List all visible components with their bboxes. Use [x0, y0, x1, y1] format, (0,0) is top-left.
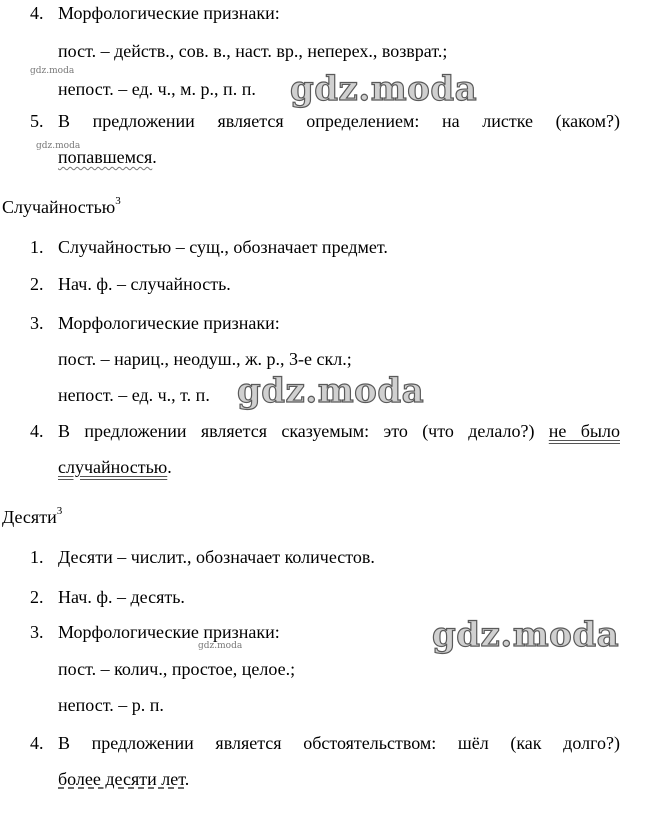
- item-3: [30, 621, 280, 643]
- period: .: [167, 457, 172, 477]
- watermark-logo: gdz.moda: [432, 615, 620, 655]
- item-4-syntax: [30, 732, 620, 754]
- item-2: [30, 273, 231, 295]
- word-heading-desyati: [2, 502, 62, 528]
- item-text: Морфологические признаки:: [58, 3, 280, 23]
- item-4-syntax: [30, 420, 620, 442]
- period: .: [184, 769, 190, 789]
- item-5-syntax: [30, 110, 620, 132]
- item-number: 1.: [30, 547, 44, 567]
- item-text: В предложении является сказуемым: это (что делало?): [58, 421, 535, 441]
- nonconstant-features: непост. – ед. ч., т. п.: [58, 385, 210, 405]
- nonconstant-features: непост. – р. п.: [58, 695, 164, 715]
- item-text: В предложении является обстоятельством: шёл (как долго?): [58, 733, 620, 753]
- item-text: Нач. ф. – десять.: [58, 587, 185, 607]
- item-3: [30, 312, 280, 334]
- item-text: Морфологические признаки:: [58, 313, 280, 333]
- watermark-logo: gdz.moda: [237, 371, 425, 411]
- watermark-small: gdz.moda: [36, 141, 81, 151]
- period: .: [152, 147, 157, 167]
- heading-superscript: 3: [56, 505, 63, 517]
- heading-superscript: 3: [115, 195, 121, 207]
- item-text: Морфологические признаки:: [58, 622, 280, 642]
- item-number: 2.: [30, 274, 44, 294]
- item-4-continuation: [58, 456, 172, 478]
- item-1: [30, 546, 375, 568]
- item-1: [30, 236, 388, 258]
- item-text: Нач. ф. – случайность.: [58, 274, 231, 294]
- watermark-small: gdz.moda: [198, 641, 243, 651]
- item-4-morph-heading: [30, 2, 280, 24]
- underlined-adverbial: более десяти лет: [58, 769, 185, 789]
- heading-text: Случайностью: [2, 197, 116, 217]
- item-number: 3.: [30, 313, 44, 333]
- item-2: [30, 586, 185, 608]
- watermark-small: gdz.moda: [30, 66, 75, 76]
- underlined-predicate: случайностью: [58, 457, 168, 477]
- item-4-continuation: [58, 768, 189, 790]
- word-heading-sluchainostyu: [2, 192, 121, 218]
- item-number: 3.: [30, 622, 44, 642]
- item-number: 5.: [30, 111, 44, 131]
- heading-text: Десяти: [2, 507, 57, 527]
- item-number: 4.: [30, 421, 44, 441]
- item-number: 2.: [30, 587, 44, 607]
- item-text: В предложении является определением: на листке (каком?): [58, 111, 620, 131]
- item-number: 1.: [30, 237, 44, 257]
- constant-features: пост. – нариц., неодуш., ж. р., 3-е скл.;: [58, 349, 352, 369]
- watermark-logo: gdz.moda: [290, 69, 478, 109]
- item-number: 4.: [30, 3, 44, 23]
- item-number: 4.: [30, 733, 44, 753]
- constant-features: пост. – действ., сов. в., наст. вр., неперех., возврат.;: [58, 41, 448, 61]
- underlined-word: попавшемся: [58, 147, 153, 167]
- item-text: Случайностью – сущ., обозначает предмет.: [58, 237, 388, 257]
- nonconstant-features: непост. – ед. ч., м. р., п. п.: [58, 79, 256, 99]
- constant-features: пост. – колич., простое, целое.;: [58, 659, 296, 679]
- item-text: Десяти – числит., обозначает количестов.: [58, 547, 375, 567]
- underlined-predicate: не было: [548, 421, 620, 441]
